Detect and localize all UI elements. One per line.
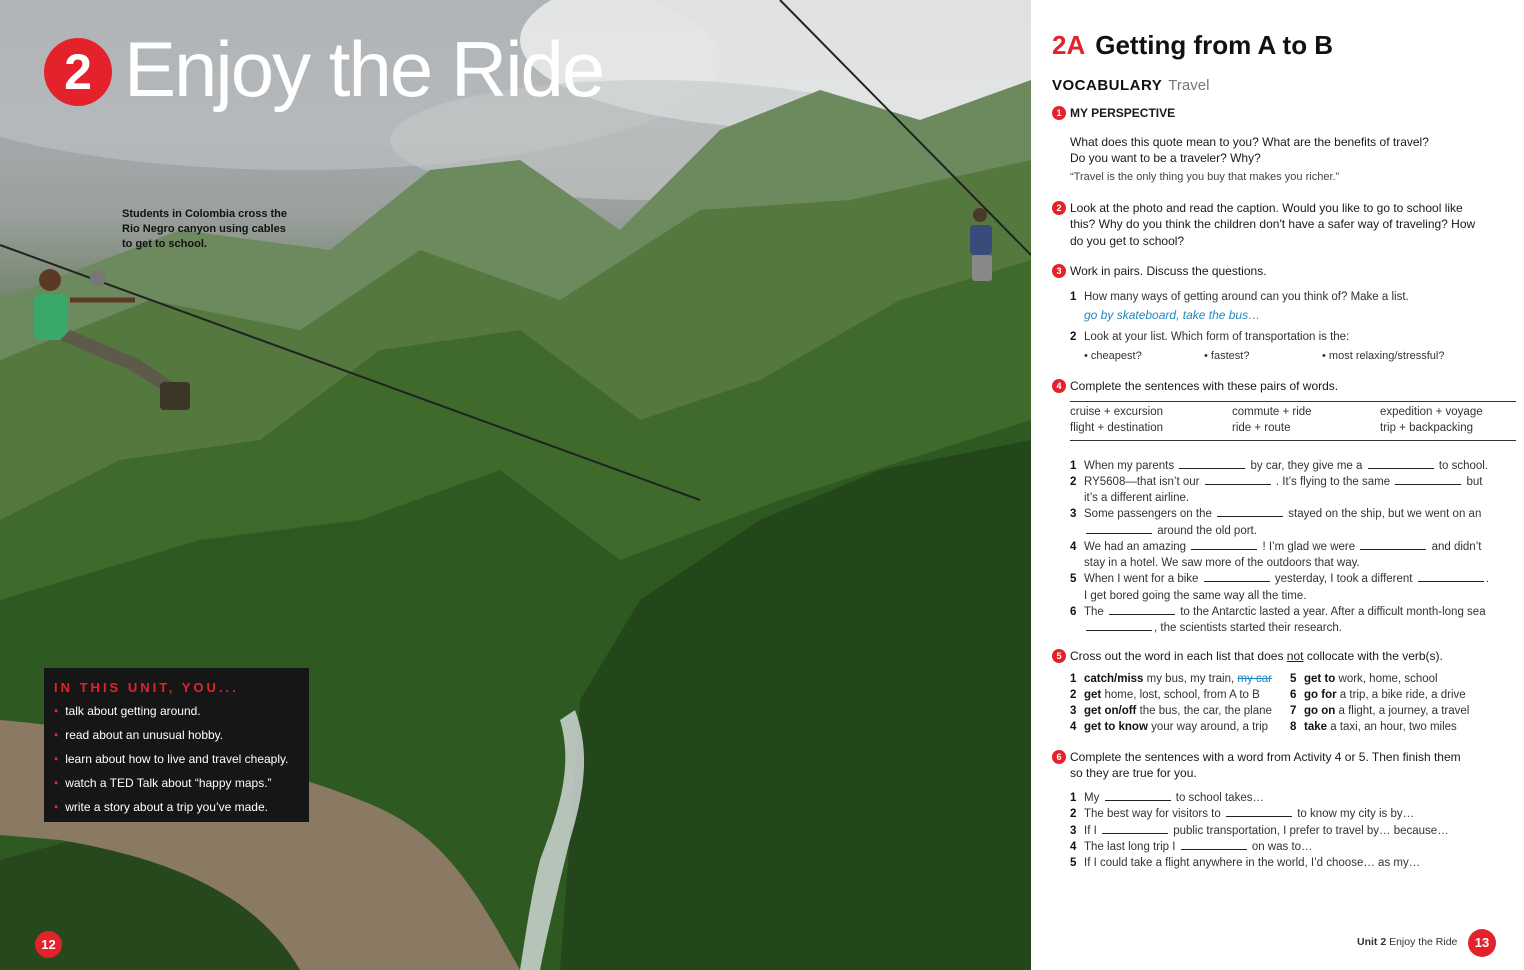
activity-5-title: Cross out the word in each list that does not collocate with the verb(s). [1070,648,1443,663]
sentence-text: and didn’t [1431,541,1482,553]
activity-2-line: Look at the photo and read the caption. Would you like to go to school like [1070,200,1463,215]
sentence-text: by car, they give me a [1250,460,1363,472]
activity-3-title: Work in pairs. Discuss the questions. [1070,263,1267,278]
activity-4-heading [1052,378,1338,393]
activity-6-sentence: 4 The last long trip I on was to… [1070,841,1313,853]
collocation-item: 5 get to work, home, school [1290,673,1438,685]
answer-blank[interactable] [1086,620,1152,631]
lesson-code: 2A [1052,30,1086,60]
travel-quote: “Travel is the only thing you buy that makes you richer.” [1070,171,1340,183]
activity-2-heading [1052,200,1463,215]
sentence-text: Some passengers on the [1084,508,1212,520]
answer-blank[interactable] [1360,539,1426,550]
unit-goals-box [44,668,309,822]
activity-6-sentence: 5 If I could take a flight anywhere in the world, I’d choose… as my… [1070,857,1421,869]
activity-4-sentence [1070,458,1488,474]
answer-blank[interactable] [1368,458,1434,469]
section-heading [1052,77,1209,94]
sentence-number: 6 [1070,606,1077,618]
sentence-number: 4 [1070,541,1077,553]
answer-blank[interactable] [1179,458,1245,469]
lesson-heading [1052,30,1333,61]
sentence-continuation: stay in a hotel. We saw more of the outdoors that way. [1084,557,1360,569]
answer-blank[interactable] [1105,790,1171,801]
answer-blank[interactable] [1102,823,1168,834]
sentence-text: yesterday, I took a different [1274,573,1413,585]
activity-6-line: so they are true for you. [1070,766,1197,780]
sentence-text: to the Antarctic lasted a year. After a difficult month-long sea [1180,606,1486,618]
collocation-item: 7 go on a flight, a journey, a travel [1290,705,1470,717]
activity-6-line: Complete the sentences with a word from Activity 4 or 5. Then finish them [1070,749,1461,764]
word-pair: ride + route [1232,422,1291,434]
lesson-title: Getting from A to B [1095,30,1334,60]
crossed-out-word[interactable]: my car [1237,673,1272,685]
word-pair: commute + ride [1232,406,1312,418]
activity-3-question [1070,329,1349,345]
sentence-number: 5 [1070,573,1077,585]
section-topic: Travel [1168,77,1210,94]
sentence-text: . It’s flying to the same [1275,476,1391,488]
activity-6-sentence: 2 The best way for visitors to to know my city is by… [1070,808,1415,820]
footer-title: Enjoy the Ride [1389,936,1458,948]
collocation-item: 3 get on/off the bus, the car, the plane [1070,705,1272,717]
answer-blank[interactable] [1226,806,1292,817]
sentence-continuation [1084,523,1257,539]
footer-unit: Unit 2 [1357,936,1387,948]
activity-4-sentence [1070,539,1481,555]
photo-caption: Students in Colombia cross the Rio Negro canyon using cables to get to school. [122,208,288,250]
word-pair: trip + backpacking [1380,422,1474,434]
collocation-item: 1 catch/miss my bus, my train, my car [1070,673,1272,685]
sentence-text: When I went for a bike [1084,573,1199,585]
activity-4-sentence [1070,604,1486,620]
activity-1-line: Do you want to be a traveler? Why? [1070,151,1261,165]
word-pairs-box [1070,401,1516,441]
bullet-item: • most relaxing/stressful? [1322,350,1445,362]
word-pair: flight + destination [1070,422,1164,434]
activity-4-sentence [1070,474,1483,490]
answer-blank[interactable] [1204,571,1270,582]
sentence-text: . [1485,573,1489,585]
sentence-number: 3 [1070,508,1077,520]
sentence-text: to school. [1438,460,1489,472]
activity-number-badge: 4 [1052,379,1066,393]
answer-blank[interactable] [1395,474,1461,485]
activity-6-sentence: 3 If I public transportation, I prefer to travel by… because… [1070,825,1449,837]
sentence-text: The [1084,606,1104,618]
question-number: 2 [1070,331,1077,343]
activity-number-badge: 6 [1052,750,1066,764]
activity-1-title: MY PERSPECTIVE [1070,105,1176,120]
activity-6-sentence: 1 My to school takes… [1070,792,1264,804]
answer-blank[interactable] [1205,474,1271,485]
collocation-item: 2 get home, lost, school, from A to B [1070,689,1260,701]
unit-goal-item: • watch a TED Talk about “happy maps.” [54,776,288,800]
sentence-number: 1 [1070,460,1077,472]
unit-goal-item: • talk about getting around. [54,704,288,728]
unit-title: Enjoy the Ride [124,25,604,113]
unit-goal-item: • learn about how to live and travel cheaply. [54,752,288,776]
answer-blank[interactable] [1086,523,1152,534]
activity-number-badge: 2 [1052,201,1066,215]
activity-3-question [1070,289,1409,305]
question-number: 1 [1070,291,1077,303]
question-text: How many ways of getting around can you think of? Make a list. [1084,291,1409,303]
section-label: VOCABULARY [1052,77,1163,94]
sentence-continuation: I get bored going the same way all the time. [1084,590,1307,602]
collocation-item: 4 get to know your way around, a trip [1070,721,1269,733]
page-number-right: 13 [1468,929,1496,957]
sentence-number: 2 [1070,476,1077,488]
activity-number-badge: 1 [1052,106,1066,120]
word-pair: cruise + excursion [1070,406,1163,418]
unit-goal-item: • read about an unusual hobby. [54,728,288,752]
activity-6-heading [1052,749,1461,764]
unit-goal-item: • write a story about a trip you’ve made. [54,800,288,824]
collocation-item: 8 take a taxi, an hour, two miles [1290,721,1457,733]
answer-blank[interactable] [1109,604,1175,615]
activity-4-sentence [1070,506,1481,522]
unit-number-badge: 2 [44,38,112,106]
activity-1-heading [1052,105,1175,120]
answer-blank[interactable] [1181,839,1247,850]
bullet-item: • cheapest? [1084,350,1142,362]
activity-1-line: What does this quote mean to you? What are the benefits of travel? [1070,135,1429,149]
sentence-text: We had an amazing [1084,541,1187,553]
sentence-text: around the old port. [1157,525,1257,537]
activity-2-line: this? Why do you think the children don't have a safer way of traveling? How [1070,217,1476,231]
page-number-left: 12 [35,931,62,958]
collocation-item: 6 go for a trip, a bike ride, a drive [1290,689,1466,701]
page-footer [1357,936,1457,948]
activity-number-badge: 5 [1052,649,1066,663]
bullet-item: • fastest? [1204,350,1250,362]
example-answer: go by skateboard, take the bus… [1084,308,1261,322]
sentence-text: RY5608—that isn’t our [1084,476,1200,488]
word-pair: expedition + voyage [1380,406,1483,418]
activity-2-line: do you get to school? [1070,234,1185,248]
sentence-continuation: it’s a different airline. [1084,492,1190,504]
unit-goals-title: IN THIS UNIT, YOU... [54,680,239,695]
activity-number-badge: 3 [1052,264,1066,278]
activity-4-title: Complete the sentences with these pairs of words. [1070,378,1339,393]
answer-blank[interactable] [1418,571,1484,582]
activity-5-heading [1052,648,1443,663]
unit-goals-list [54,704,288,824]
sentence-continuation [1084,620,1342,636]
question-text: Look at your list. Which form of transportation is the: [1084,331,1350,343]
sentence-text: stayed on the ship, but we went on an [1288,508,1482,520]
sentence-text: but [1466,476,1483,488]
activity-3-heading [1052,263,1267,278]
lesson-page [1031,0,1524,970]
answer-blank[interactable] [1217,506,1283,517]
answer-blank[interactable] [1191,539,1257,550]
sentence-text: ! I’m glad we were [1262,541,1356,553]
sentence-text: When my parents [1084,460,1175,472]
activity-4-sentence [1070,571,1489,587]
sentence-text: , the scientists started their research. [1154,622,1342,634]
